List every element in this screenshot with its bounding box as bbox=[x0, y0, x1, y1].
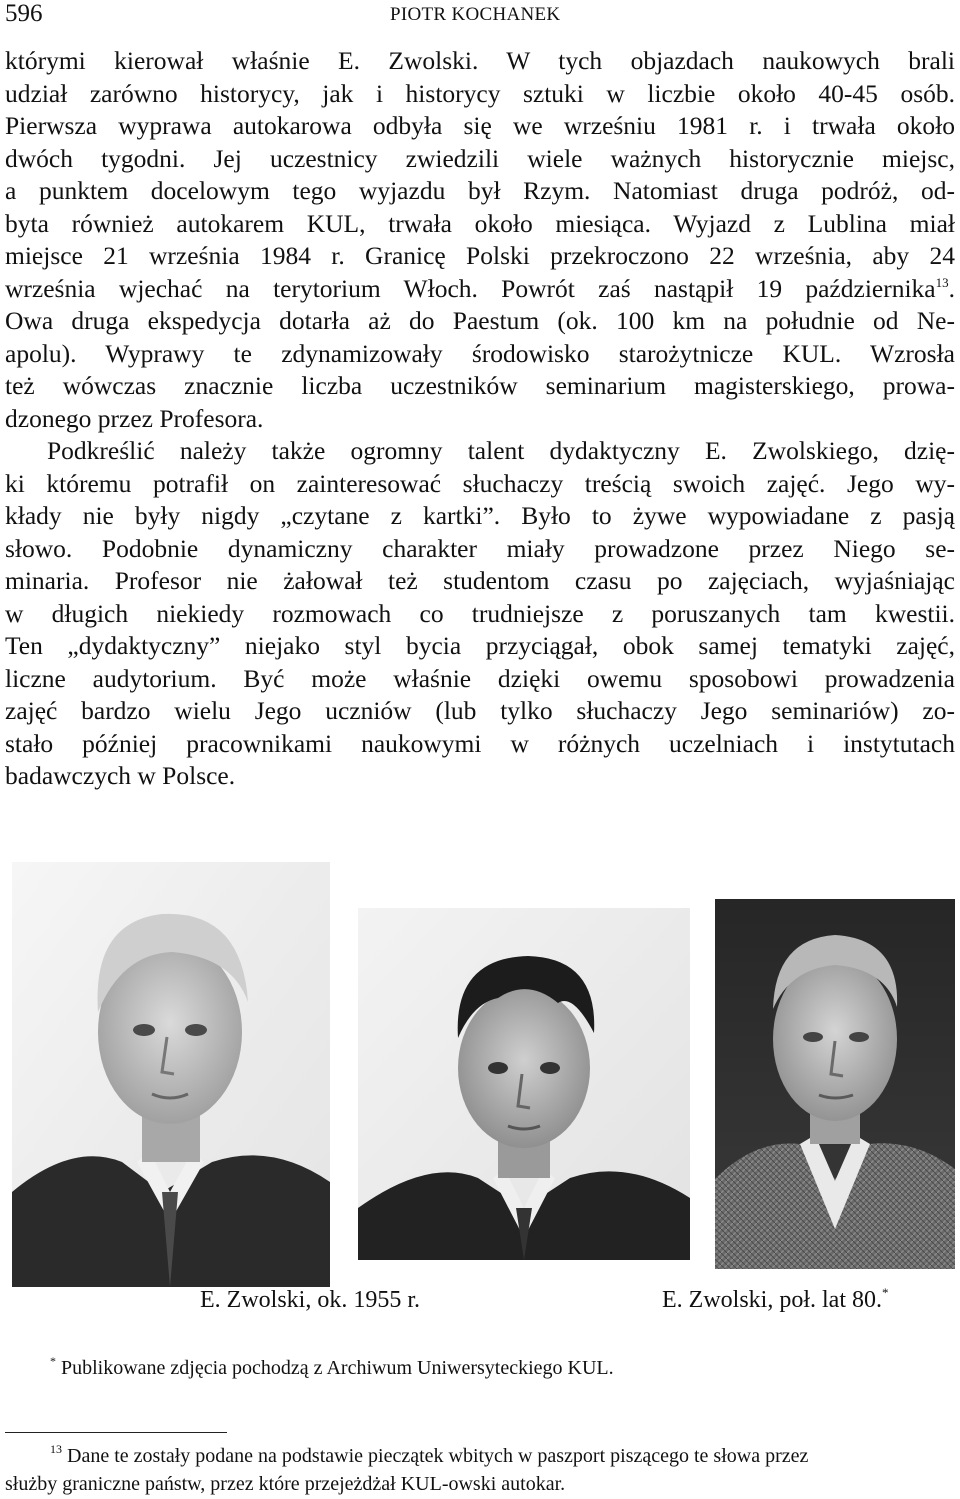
text-line: dwóch tygodni. Jej uczestnicy zwiedzili wiele ważnych historycznie miejsc, bbox=[5, 143, 955, 173]
portrait-photo-middle bbox=[358, 908, 690, 1260]
text-line: zajęć bardzo wielu Jego uczniów (lub tylko słuchaczy Jego seminariów) zo- bbox=[5, 696, 955, 725]
text-line: w długich niekiedy rozmowach co trudniejsze z poruszanych tam kwestii. bbox=[5, 598, 955, 628]
text-line: badawczych w Polsce. bbox=[5, 761, 236, 790]
photo-source-note bbox=[50, 1354, 614, 1382]
main-text bbox=[5, 45, 955, 793]
text-line: ki któremu potrafił on zainteresować słuchaczy treścią swoich zajęć. Jego wy- bbox=[5, 468, 955, 498]
page-header bbox=[5, 0, 955, 32]
portrait-photo-young bbox=[12, 862, 330, 1287]
text-line: Pierwsza wyprawa autokarowa odbyła się we wrześniu 1981 r. i trwała około bbox=[5, 111, 955, 140]
text-line: stało później pracownikami naukowymi w różnych uczelniach i instytutach bbox=[5, 728, 955, 758]
text-line: którymi kierował właśnie E. Zwolski. W tych objazdach naukowych brali bbox=[5, 46, 955, 75]
caption-note-mark[interactable]: * bbox=[881, 1285, 889, 1300]
footnote-separator bbox=[5, 1432, 227, 1433]
footnote-13 bbox=[50, 1442, 808, 1470]
text-line: też wówczas znacznie liczba uczestników seminarium magisterskiego, prowa- bbox=[5, 371, 955, 400]
text-line: kłady nie były nigdy „czytane z kartki”. Było to żywe wypowiadane z pasją bbox=[5, 501, 955, 530]
note-text: Publikowane zdjęcia pochodzą z Archiwum Uniwersyteckiego KUL. bbox=[61, 1357, 614, 1379]
text-line: dzonego przez Profesora. bbox=[5, 403, 264, 433]
running-head: PIOTR KOCHANEK bbox=[390, 4, 561, 25]
text-line: byta również autokarem KUL, trwała około miesiąca. Wyjazd z Lublina miał bbox=[5, 208, 955, 238]
text-line: a punktem docelowym tego wyjazdu był Rzym. Natomiast druga podróż, od- bbox=[5, 176, 955, 205]
text-line: Podkreślić należy także ogromny talent dydaktyczny E. Zwolskiego, dzię- bbox=[47, 436, 955, 465]
caption-left: E. Zwolski, ok. 1955 r. bbox=[200, 1287, 420, 1313]
caption-right bbox=[662, 1286, 888, 1314]
footnote-number: 13 bbox=[50, 1442, 62, 1456]
page-number: 596 bbox=[5, 0, 43, 27]
note-mark: * bbox=[50, 1354, 56, 1368]
text-line: słowo. Podobnie dynamiczny charakter miały prowadzone przez Niego se- bbox=[5, 533, 955, 563]
portrait-photo-older bbox=[715, 899, 955, 1269]
text-line: udział zarówno historycy, jak i historycy sztuki w liczbie około 40-45 osób. bbox=[5, 78, 955, 108]
footnote-reference[interactable]: 13 bbox=[935, 274, 949, 290]
caption-text: E. Zwolski, poł. lat 80. bbox=[662, 1287, 882, 1313]
text-segment: września wjechać na terytorium Włoch. Powrót zaś nastąpił 19 października bbox=[5, 273, 936, 303]
footnote-13-cont: służby graniczne państw, przez które przejeżdżał KUL-owski autokar. bbox=[5, 1473, 566, 1495]
text-segment: . bbox=[948, 273, 955, 303]
text-line: miejsce 21 września 1984 r. Granicę Polski przekroczono 22 września, aby 24 bbox=[5, 241, 955, 270]
text-line-with-footnote bbox=[5, 273, 955, 306]
text-line: minaria. Profesor nie żałował też studentom czasu po zajęciach, wyjaśniając bbox=[5, 566, 955, 595]
text-line: Owa druga ekspedycja dotarła aż do Paestum (ok. 100 km na południe od Ne- bbox=[5, 306, 955, 335]
text-line: Ten „dydaktyczny” niejako styl bycia przyciągał, obok samej tematyki zajęć, bbox=[5, 631, 955, 660]
text-line: apolu). Wyprawy te zdynamizowały środowisko starożytnicze KUL. Wzrosła bbox=[5, 338, 955, 368]
text-line: liczne audytorium. Być może właśnie dzięki owemu sposobowi prowadzenia bbox=[5, 663, 955, 693]
footnote-text: Dane te zostały podane na podstawie pieczątek wbitych w paszport piszącego te słowa przez bbox=[67, 1445, 809, 1467]
